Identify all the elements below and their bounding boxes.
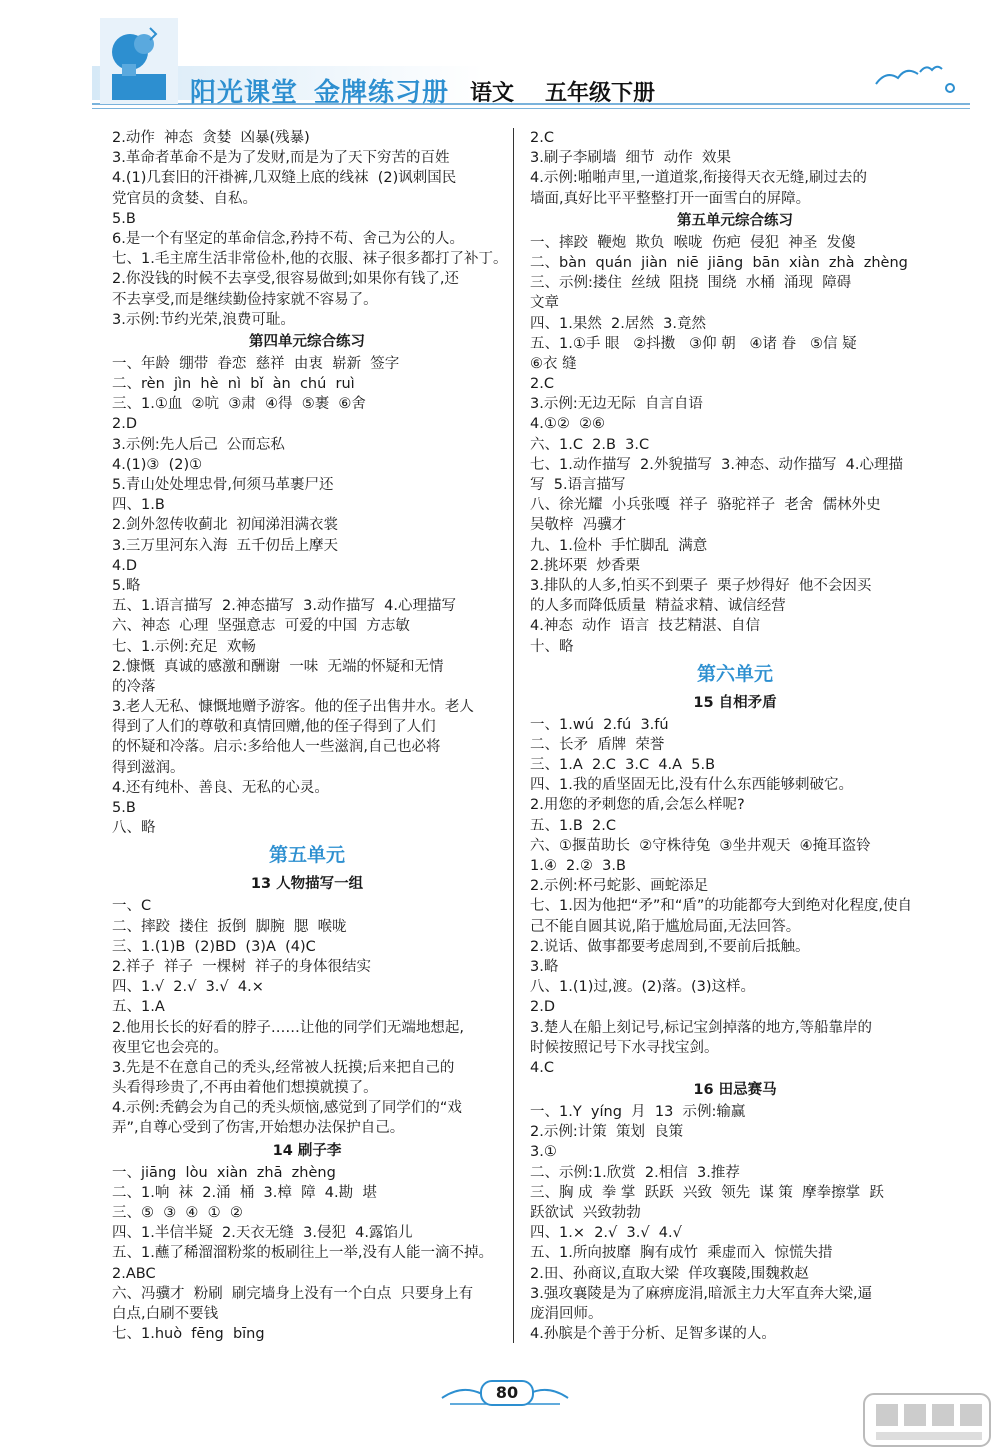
answer-line: ⑥衣 缝 — [530, 355, 577, 372]
answer-line: 头看得珍贵了,不再由着他们想摸就摸了。 — [112, 1080, 378, 1097]
answer-line: 一、jiāng lòu xiàn zhā zhèng — [112, 1164, 336, 1181]
answer-line: 6.是一个有坚定的革命信念,矜持不苟、舍己为公的人。 — [112, 230, 464, 247]
answer-line: 3.强攻襄陵是为了麻痹庞涓,暗派主力大军直奔大梁,逼 — [530, 1285, 873, 1302]
answer-line: 2.用您的矛刺您的盾,会怎么样呢? — [530, 797, 745, 814]
answer-column-left — [112, 128, 508, 1344]
answer-line: 六、1.C 2.B 3.C — [530, 436, 650, 453]
answer-line: 六、①揠苗助长 ②守株待兔 ③坐井观天 ④掩耳盗铃 — [530, 837, 871, 854]
answer-line: 4.示例:啪啪声里,一道道浆,衔接得天衣无缝,刷过去的 — [530, 170, 868, 187]
answer-line: 三、1.(1)B (2)BD (3)A (4)C — [112, 938, 316, 955]
answer-line: 一、C — [112, 898, 152, 915]
answer-line: 3.楚人在船上刻记号,标记宝剑掉落的地方,等船靠岸的 — [530, 1019, 873, 1036]
answer-line: 三、⑤ ③ ④ ① ② — [112, 1205, 243, 1221]
answer-line: 4.①② ②⑥ — [530, 416, 606, 433]
answer-line: 3.示例:节约光荣,浪费可耻。 — [112, 311, 295, 328]
answer-line: 3.示例:先人后己 公而忘私 — [112, 436, 285, 453]
answer-line: 一、1.wú 2.fú 3.fú — [530, 716, 669, 733]
answer-line: 4.(1)③ (2)① — [112, 456, 203, 473]
answer-line: 跃欲试 兴致勃勃 — [530, 1205, 641, 1221]
watermark-logo-icon — [862, 1392, 992, 1448]
section-title: 第五单元综合练习 — [677, 212, 793, 229]
answer-line: 2.挑坏栗 炒香栗 — [530, 557, 641, 574]
grade-label: 五年级下册 — [545, 81, 656, 106]
answer-line: 二、示例:1.欣赏 2.相信 3.推荐 — [530, 1164, 740, 1181]
answer-line: 4.D — [112, 557, 137, 574]
page-number: 80 — [480, 1380, 534, 1406]
answer-line: 3.先是不在意自己的秃头,经常被人抚摸;后来把自己的 — [112, 1059, 455, 1076]
answer-line: 二、摔跤 搂住 扳倒 脚腕 腮 喉咙 — [112, 918, 347, 935]
answer-line: 3.略 — [530, 958, 559, 975]
answer-line: 五、1.所向披靡 胸有成竹 乘虚而入 惊慌失措 — [530, 1245, 833, 1262]
answer-line: 2.慷慨 真诚的感激和酬谢 一味 无端的怀疑和无情 — [112, 658, 444, 675]
answer-line: 五、1.A — [112, 999, 165, 1016]
birds-decoration-icon — [872, 60, 962, 94]
answer-line: 六、冯骥才 粉刷 刷完墙身上没有一个白点 只要身上有 — [112, 1285, 474, 1302]
answer-line: 八、略 — [112, 820, 156, 837]
answer-line: 2.祥子 祥子 一棵树 祥子的身体很结实 — [112, 958, 371, 975]
column-divider — [513, 128, 514, 1343]
section-title: 15 自相矛盾 — [693, 694, 777, 711]
answer-line: 三、胸 成 拳 掌 跃跃 兴致 领先 谋 策 摩拳擦掌 跃 — [530, 1184, 884, 1201]
answer-line: 一、年龄 绷带 眷恋 慈祥 由衷 崭新 签字 — [112, 355, 400, 372]
answer-line: 5.略 — [112, 577, 141, 594]
answer-line: 己不能自圆其说,陷于尴尬局面,无法回答。 — [530, 918, 801, 935]
answer-line: 七、1.动作描写 2.外貌描写 3.神态、动作描写 4.心理描 — [530, 456, 903, 473]
answer-line: 庞涓回师。 — [530, 1305, 603, 1322]
answer-line: 2.田、孙商议,直取大梁 佯攻襄陵,围魏救赵 — [530, 1265, 809, 1282]
answer-line: 八、1.(1)过,渡。(2)落。(3)这样。 — [530, 979, 756, 996]
answer-line: 二、1.响 袜 2.涌 桶 3.樟 障 4.勘 堪 — [112, 1184, 377, 1201]
answer-line: 的冷落 — [112, 678, 156, 695]
answer-line: 一、1.Y yíng 月 13 示例:输赢 — [530, 1104, 746, 1121]
answer-line: 四、1.B — [112, 497, 165, 514]
answer-line: 吴敬梓 冯骥才 — [530, 517, 627, 534]
answer-line: 2.他用长长的好看的脖子……让他的同学们无端地想起, — [112, 1019, 464, 1036]
answer-line: 二、长矛 盾牌 荣誉 — [530, 736, 665, 753]
answer-line: 二、rèn jìn hè nì bǐ àn chú ruì — [112, 376, 355, 393]
answer-line: 白点,白刷不要钱 — [112, 1305, 219, 1322]
answer-line: 1.④ 2.② 3.B — [530, 858, 626, 874]
answer-line: 2.你没钱的时候不去享受,很容易做到;如果你有钱了,还 — [112, 271, 459, 288]
answer-line: 十、略 — [530, 638, 574, 655]
page-header — [0, 0, 1000, 120]
answer-line: 七、1.因为他把“矛”和“盾”的功能都夸大到绝对化程度,使自 — [530, 898, 912, 915]
answer-line: 四、1.我的盾坚固无比,没有什么东西能够刺破它。 — [530, 777, 853, 794]
answer-line: 一、摔跤 鞭炮 欺负 喉咙 伤疤 侵犯 神圣 发傻 — [530, 234, 856, 251]
answer-line: 3.排队的人多,怕买不到栗子 栗子炒得好 他不会因买 — [530, 577, 872, 594]
answer-line: 2.ABC — [112, 1265, 156, 1282]
answer-line: 2.D — [112, 416, 137, 433]
answer-line: 七、1.毛主席生活非常俭朴,他的衣服、袜子很多都打了补丁。 — [112, 251, 508, 268]
answer-line: 八、徐光耀 小兵张嘎 祥子 骆驼祥子 老舍 儒林外史 — [530, 497, 881, 514]
answer-line: 三、示例:搂住 丝绒 阻挠 围绕 水桶 涌现 障碍 — [530, 275, 852, 292]
answer-line: 2.D — [530, 999, 555, 1016]
series-title-a: 阳光课堂 — [190, 78, 299, 108]
section-title: 13 人物描写一组 — [250, 876, 364, 893]
answer-line: 四、1.半信半疑 2.天衣无缝 3.侵犯 4.露馅儿 — [112, 1225, 413, 1242]
answer-line: 2.C — [530, 376, 554, 393]
sun-boy-logo-icon — [100, 18, 178, 104]
answer-line: 文章 — [530, 295, 559, 312]
answer-line: 2.示例:杯弓蛇影、画蛇添足 — [530, 878, 709, 895]
answer-line: 3.示例:无边无际 自言自语 — [530, 396, 703, 413]
answer-line: 5.B — [112, 210, 136, 227]
answer-line: 的人多而降低质量 精益求精、诚信经营 — [530, 598, 786, 615]
answer-line: 五、1.①手 眼 ②抖擞 ③仰 朝 ④诸 眷 ⑤信 疑 — [530, 335, 857, 352]
answer-line: 五、1.B 2.C — [530, 817, 616, 834]
answer-line: 的怀疑和冷落。启示:多给他人一些滋润,自己也必将 — [112, 739, 441, 756]
series-title-b: 金牌练习册 — [314, 78, 450, 108]
answer-column-right — [530, 128, 940, 1344]
answer-line: 九、1.俭朴 手忙脚乱 满意 — [530, 537, 708, 554]
answer-line: 时候按照记号下水寻找宝剑。 — [530, 1039, 719, 1056]
answer-line: 党官员的贪婪、自私。 — [112, 190, 257, 207]
answer-line: 三、1.①血 ②吭 ③肃 ④得 ⑤裹 ⑥舍 — [112, 396, 366, 413]
answer-line: 得到滋润。 — [112, 759, 185, 776]
answer-line: 4.孙膑是个善于分析、足智多谋的人。 — [530, 1326, 776, 1343]
answer-line: 4.C — [530, 1059, 554, 1076]
answer-line: 3.老人无私、慷慨地赠予游客。他的侄子出售井水。老人 — [112, 699, 474, 716]
answer-line: 不去享受,而是继续勤俭持家就不容易了。 — [112, 291, 378, 308]
answer-line: 3.革命者革命不是为了发财,而是为了天下穷苦的百姓 — [112, 150, 450, 167]
unit-title: 第六单元 — [696, 662, 773, 685]
answer-line: 四、1.× 2.√ 3.√ 4.√ — [530, 1225, 682, 1242]
answer-line: 3.① — [530, 1144, 557, 1161]
answer-line: 2.示例:计策 策划 良策 — [530, 1124, 684, 1141]
answer-line: 4.(1)几套旧的汗褂裤,几双缝上底的线袜 (2)讽刺国民 — [112, 170, 457, 187]
answer-line: 夜里它也会亮的。 — [112, 1039, 228, 1056]
answer-line: 三、1.A 2.C 3.C 4.A 5.B — [530, 757, 716, 774]
section-title: 16 田忌赛马 — [693, 1082, 777, 1099]
unit-title: 第五单元 — [268, 844, 345, 867]
answer-line: 5.青山处处埋忠骨,何须马革裹尸还 — [112, 477, 334, 493]
answer-line: 六、神态 心理 坚强意志 可爱的中国 方志敏 — [112, 618, 410, 635]
answer-line: 5.B — [112, 800, 136, 816]
answer-line: 2.剑外忽传收蓟北 初闻涕泪满衣裳 — [112, 517, 339, 534]
answer-line: 3.刷子李刷墙 细节 动作 效果 — [530, 150, 731, 167]
section-title: 第四单元综合练习 — [249, 333, 365, 350]
answer-line: 得到了人们的尊敬和真情回赠,他的侄子得到了人们 — [112, 719, 436, 736]
answer-line: 墙面,真好比平平整整打开一面雪白的屏障。 — [530, 190, 811, 207]
answer-line: 五、1.蘸了稀溜溜粉浆的板刷往上一举,没有人能一滴不掉。 — [112, 1245, 493, 1262]
answer-line: 4.示例:秃鹤会为自己的秃头烦恼,感觉到了同学们的“戏 — [112, 1100, 462, 1117]
subject-label: 语文 — [470, 81, 515, 106]
answer-line: 四、1.√ 2.√ 3.√ 4.× — [112, 979, 264, 996]
answer-line: 弄”,自尊心受到了伤害,开始想办法保护自己。 — [112, 1120, 405, 1137]
answer-line: 3.三万里河东入海 五千仞岳上摩天 — [112, 537, 339, 554]
answer-line: 七、1.示例:充足 欢畅 — [112, 638, 256, 655]
section-title: 14 刷子李 — [272, 1142, 342, 1159]
answer-line: 二、bàn quán jiàn niē jiāng bān xiàn zhà zhèng — [530, 254, 908, 271]
answer-line: 五、1.语言描写 2.神态描写 3.动作描写 4.心理描写 — [112, 598, 456, 615]
answer-line: 2.C — [530, 130, 554, 146]
answer-line: 2.动作 神态 贪婪 凶暴(残暴) — [112, 130, 310, 146]
answer-line: 4.神态 动作 语言 技艺精湛、自信 — [530, 618, 760, 635]
answer-line: 4.还有纯朴、善良、无私的心灵。 — [112, 779, 329, 796]
answer-line: 四、1.果然 2.居然 3.竟然 — [530, 315, 706, 332]
answer-line: 写 5.语言描写 — [530, 477, 626, 493]
answer-line: 2.说话、做事都要考虑周到,不要前后抵触。 — [530, 938, 810, 955]
answer-line: 七、1.huò fēng bīng — [112, 1326, 265, 1343]
